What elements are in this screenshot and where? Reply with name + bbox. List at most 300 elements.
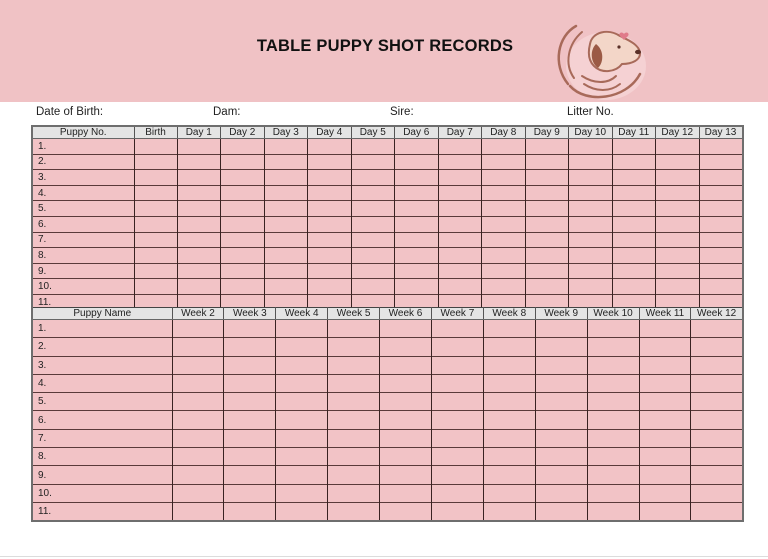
table-row: [32, 201, 743, 217]
entry-cell[interactable]: [308, 263, 352, 279]
entry-cell[interactable]: [172, 429, 224, 447]
entry-cell[interactable]: [482, 263, 526, 279]
entry-cell[interactable]: [639, 448, 691, 466]
entry-cell[interactable]: [699, 232, 743, 248]
litter-no-label: Litter No.: [567, 106, 614, 118]
entry-cell[interactable]: [221, 139, 265, 155]
entry-cell[interactable]: [328, 356, 380, 374]
entry-cell[interactable]: [264, 185, 308, 201]
column-header: Puppy Name: [32, 308, 172, 320]
entry-cell[interactable]: [639, 502, 691, 521]
entry-cell[interactable]: [308, 185, 352, 201]
entry-cell[interactable]: [691, 448, 743, 466]
entry-cell[interactable]: [699, 216, 743, 232]
entry-cell[interactable]: [483, 393, 535, 411]
entry-cell[interactable]: [351, 139, 395, 155]
entry-cell[interactable]: [134, 279, 177, 295]
entry-cell[interactable]: [431, 466, 483, 484]
entry-cell[interactable]: [612, 263, 656, 279]
entry-cell[interactable]: [525, 139, 569, 155]
entry-cell[interactable]: [172, 393, 224, 411]
entry-cell[interactable]: [172, 356, 224, 374]
entry-cell[interactable]: [535, 374, 587, 392]
entry-cell[interactable]: [612, 170, 656, 186]
entry-cell[interactable]: [308, 248, 352, 264]
entry-cell[interactable]: [380, 484, 432, 502]
entry-cell[interactable]: [380, 320, 432, 338]
entry-cell[interactable]: [535, 356, 587, 374]
entry-cell[interactable]: [328, 484, 380, 502]
entry-cell[interactable]: [482, 201, 526, 217]
entry-cell[interactable]: [587, 429, 639, 447]
entry-cell[interactable]: [177, 216, 221, 232]
entry-cell[interactable]: [691, 429, 743, 447]
entry-cell[interactable]: [535, 393, 587, 411]
entry-cell[interactable]: [328, 429, 380, 447]
entry-cell[interactable]: [656, 139, 700, 155]
entry-cell[interactable]: [639, 411, 691, 429]
entry-cell[interactable]: [172, 338, 224, 356]
column-header: Week 4: [276, 308, 328, 320]
entry-cell[interactable]: [587, 320, 639, 338]
entry-cell[interactable]: [691, 338, 743, 356]
entry-cell[interactable]: [639, 393, 691, 411]
entry-cell[interactable]: [639, 429, 691, 447]
entry-cell[interactable]: [483, 448, 535, 466]
entry-cell[interactable]: [224, 320, 276, 338]
entry-cell[interactable]: [656, 185, 700, 201]
entry-cell[interactable]: [691, 393, 743, 411]
entry-cell[interactable]: [224, 466, 276, 484]
entry-cell[interactable]: [612, 279, 656, 295]
entry-cell[interactable]: [221, 201, 265, 217]
entry-cell[interactable]: [134, 139, 177, 155]
entry-cell[interactable]: [431, 356, 483, 374]
entry-cell[interactable]: [172, 484, 224, 502]
entry-cell[interactable]: [134, 185, 177, 201]
entry-cell[interactable]: [172, 320, 224, 338]
entry-cell[interactable]: [431, 502, 483, 521]
entry-cell[interactable]: [177, 139, 221, 155]
entry-cell[interactable]: [587, 448, 639, 466]
column-header: Week 9: [535, 308, 587, 320]
column-header: Day 12: [656, 126, 700, 139]
entry-cell[interactable]: [224, 356, 276, 374]
entry-cell[interactable]: [569, 201, 613, 217]
entry-cell[interactable]: [535, 320, 587, 338]
entry-cell[interactable]: [438, 216, 482, 232]
entry-cell[interactable]: [264, 139, 308, 155]
entry-cell[interactable]: [482, 170, 526, 186]
entry-cell[interactable]: [380, 374, 432, 392]
entry-cell[interactable]: [535, 502, 587, 521]
entry-cell[interactable]: [691, 411, 743, 429]
entry-cell[interactable]: [276, 356, 328, 374]
entry-cell[interactable]: [276, 338, 328, 356]
entry-cell[interactable]: [264, 201, 308, 217]
entry-cell[interactable]: [699, 248, 743, 264]
table-row: [32, 216, 743, 232]
entry-cell[interactable]: [380, 411, 432, 429]
entry-cell[interactable]: [177, 279, 221, 295]
column-header: Day 11: [612, 126, 656, 139]
entry-cell[interactable]: [699, 201, 743, 217]
entry-cell[interactable]: [308, 154, 352, 170]
entry-cell[interactable]: [691, 466, 743, 484]
row-label: 10.: [32, 484, 172, 502]
column-header: Puppy No.: [32, 126, 134, 139]
entry-cell[interactable]: [438, 232, 482, 248]
entry-cell[interactable]: [380, 448, 432, 466]
entry-cell[interactable]: [569, 170, 613, 186]
entry-cell[interactable]: [328, 374, 380, 392]
entry-cell[interactable]: [431, 484, 483, 502]
entry-cell[interactable]: [587, 484, 639, 502]
entry-cell[interactable]: [351, 263, 395, 279]
row-label: 4.: [32, 185, 134, 201]
entry-cell[interactable]: [395, 263, 439, 279]
entry-cell[interactable]: [612, 248, 656, 264]
entry-cell[interactable]: [276, 484, 328, 502]
entry-cell[interactable]: [639, 484, 691, 502]
entry-cell[interactable]: [656, 248, 700, 264]
entry-cell[interactable]: [482, 248, 526, 264]
entry-cell[interactable]: [328, 411, 380, 429]
entry-cell[interactable]: [691, 320, 743, 338]
page-title: TABLE PUPPY SHOT RECORDS: [256, 37, 514, 55]
entry-cell[interactable]: [438, 201, 482, 217]
entry-cell[interactable]: [221, 263, 265, 279]
table-row: [32, 411, 743, 429]
entry-cell[interactable]: [482, 279, 526, 295]
row-label: 5.: [32, 393, 172, 411]
entry-cell[interactable]: [264, 216, 308, 232]
entry-cell[interactable]: [395, 201, 439, 217]
entry-cell[interactable]: [535, 448, 587, 466]
entry-cell[interactable]: [525, 216, 569, 232]
entry-cell[interactable]: [699, 170, 743, 186]
row-label: 1.: [32, 139, 134, 155]
entry-cell[interactable]: [276, 466, 328, 484]
column-header: Day 6: [395, 126, 439, 139]
entry-cell[interactable]: [380, 338, 432, 356]
entry-cell[interactable]: [535, 484, 587, 502]
entry-cell[interactable]: [482, 154, 526, 170]
column-header: Week 5: [328, 308, 380, 320]
entry-cell[interactable]: [535, 429, 587, 447]
entry-cell[interactable]: [569, 263, 613, 279]
entry-cell[interactable]: [431, 393, 483, 411]
entry-cell[interactable]: [525, 185, 569, 201]
entry-cell[interactable]: [612, 185, 656, 201]
entry-cell[interactable]: [276, 448, 328, 466]
entry-cell[interactable]: [525, 154, 569, 170]
entry-cell[interactable]: [587, 466, 639, 484]
entry-cell[interactable]: [177, 185, 221, 201]
entry-cell[interactable]: [569, 279, 613, 295]
table-row: [32, 170, 743, 186]
entry-cell[interactable]: [639, 466, 691, 484]
entry-cell[interactable]: [177, 154, 221, 170]
table-row: [32, 139, 743, 155]
entry-cell[interactable]: [276, 502, 328, 521]
entry-cell[interactable]: [656, 201, 700, 217]
entry-cell[interactable]: [177, 170, 221, 186]
entry-cell[interactable]: [656, 216, 700, 232]
table-row: [32, 248, 743, 264]
entry-cell[interactable]: [264, 279, 308, 295]
entry-cell[interactable]: [134, 263, 177, 279]
entry-cell[interactable]: [656, 170, 700, 186]
entry-cell[interactable]: [134, 154, 177, 170]
entry-cell[interactable]: [431, 411, 483, 429]
entry-cell[interactable]: [699, 154, 743, 170]
entry-cell[interactable]: [308, 216, 352, 232]
entry-cell[interactable]: [224, 393, 276, 411]
entry-cell[interactable]: [525, 232, 569, 248]
entry-cell[interactable]: [264, 232, 308, 248]
table-row: [32, 429, 743, 447]
entry-cell[interactable]: [569, 232, 613, 248]
entry-cell[interactable]: [328, 502, 380, 521]
entry-cell[interactable]: [587, 393, 639, 411]
entry-cell[interactable]: [221, 279, 265, 295]
entry-cell[interactable]: [569, 154, 613, 170]
entry-cell[interactable]: [438, 279, 482, 295]
entry-cell[interactable]: [395, 185, 439, 201]
entry-cell[interactable]: [587, 411, 639, 429]
entry-cell[interactable]: [172, 466, 224, 484]
entry-cell[interactable]: [221, 248, 265, 264]
entry-cell[interactable]: [224, 374, 276, 392]
entry-cell[interactable]: [612, 201, 656, 217]
entry-cell[interactable]: [134, 248, 177, 264]
entry-cell[interactable]: [525, 248, 569, 264]
entry-cell[interactable]: [483, 411, 535, 429]
entry-cell[interactable]: [483, 466, 535, 484]
entry-cell[interactable]: [395, 139, 439, 155]
entry-cell[interactable]: [691, 356, 743, 374]
entry-cell[interactable]: [438, 248, 482, 264]
entry-cell[interactable]: [482, 185, 526, 201]
entry-cell[interactable]: [380, 429, 432, 447]
column-header: Day 8: [482, 126, 526, 139]
entry-cell[interactable]: [351, 185, 395, 201]
entry-cell[interactable]: [172, 374, 224, 392]
entry-cell[interactable]: [569, 216, 613, 232]
entry-cell[interactable]: [639, 374, 691, 392]
entry-cell[interactable]: [587, 374, 639, 392]
column-header: Week 11: [639, 308, 691, 320]
entry-cell[interactable]: [438, 185, 482, 201]
entry-cell[interactable]: [328, 466, 380, 484]
entry-cell[interactable]: [221, 170, 265, 186]
table-row: [32, 466, 743, 484]
table-row: [32, 232, 743, 248]
entry-cell[interactable]: [221, 185, 265, 201]
entry-cell[interactable]: [308, 139, 352, 155]
entry-cell[interactable]: [395, 232, 439, 248]
entry-cell[interactable]: [395, 170, 439, 186]
row-label: 7.: [32, 429, 172, 447]
entry-cell[interactable]: [483, 374, 535, 392]
entry-cell[interactable]: [395, 279, 439, 295]
entry-cell[interactable]: [691, 484, 743, 502]
entry-cell[interactable]: [431, 320, 483, 338]
entry-cell[interactable]: [431, 374, 483, 392]
entry-cell[interactable]: [172, 411, 224, 429]
column-header: Birth: [134, 126, 177, 139]
entry-cell[interactable]: [134, 201, 177, 217]
entry-cell[interactable]: [482, 139, 526, 155]
entry-cell[interactable]: [656, 279, 700, 295]
entry-cell[interactable]: [308, 279, 352, 295]
entry-cell[interactable]: [395, 248, 439, 264]
entry-cell[interactable]: [224, 502, 276, 521]
entry-cell[interactable]: [699, 263, 743, 279]
page-bottom-divider: [0, 556, 768, 557]
entry-cell[interactable]: [264, 248, 308, 264]
row-label: 9.: [32, 263, 134, 279]
entry-cell[interactable]: [656, 154, 700, 170]
entry-cell[interactable]: [699, 279, 743, 295]
column-header: Day 5: [351, 126, 395, 139]
entry-cell[interactable]: [395, 154, 439, 170]
entry-cell[interactable]: [569, 139, 613, 155]
entry-cell[interactable]: [438, 263, 482, 279]
entry-cell[interactable]: [308, 232, 352, 248]
entry-cell[interactable]: [483, 356, 535, 374]
row-label: 8.: [32, 248, 134, 264]
entry-cell[interactable]: [535, 466, 587, 484]
entry-cell[interactable]: [380, 356, 432, 374]
entry-cell[interactable]: [380, 502, 432, 521]
entry-cell[interactable]: [639, 338, 691, 356]
entry-cell[interactable]: [328, 448, 380, 466]
entry-cell[interactable]: [177, 201, 221, 217]
table-row: [32, 320, 743, 338]
entry-cell[interactable]: [224, 338, 276, 356]
entry-cell[interactable]: [483, 338, 535, 356]
entry-cell[interactable]: [587, 338, 639, 356]
entry-cell[interactable]: [276, 374, 328, 392]
entry-cell[interactable]: [221, 232, 265, 248]
entry-cell[interactable]: [380, 393, 432, 411]
column-header: Day 3: [264, 126, 308, 139]
entry-cell[interactable]: [351, 279, 395, 295]
entry-cell[interactable]: [438, 154, 482, 170]
entry-cell[interactable]: [639, 320, 691, 338]
entry-cell[interactable]: [691, 502, 743, 521]
entry-cell[interactable]: [351, 216, 395, 232]
entry-cell[interactable]: [525, 170, 569, 186]
entry-cell[interactable]: [351, 248, 395, 264]
entry-cell[interactable]: [431, 429, 483, 447]
entry-cell[interactable]: [535, 411, 587, 429]
entry-cell[interactable]: [177, 232, 221, 248]
entry-cell[interactable]: [431, 448, 483, 466]
entry-cell[interactable]: [221, 216, 265, 232]
entry-cell[interactable]: [612, 232, 656, 248]
entry-cell[interactable]: [699, 139, 743, 155]
entry-cell[interactable]: [351, 232, 395, 248]
entry-cell[interactable]: [535, 338, 587, 356]
entry-cell[interactable]: [699, 185, 743, 201]
entry-cell[interactable]: [177, 248, 221, 264]
entry-cell[interactable]: [224, 411, 276, 429]
entry-cell[interactable]: [380, 466, 432, 484]
entry-cell[interactable]: [656, 232, 700, 248]
entry-cell[interactable]: [483, 484, 535, 502]
entry-cell[interactable]: [431, 338, 483, 356]
entry-cell[interactable]: [438, 170, 482, 186]
entry-cell[interactable]: [308, 170, 352, 186]
daily-table-header: [32, 126, 743, 139]
entry-cell[interactable]: [612, 139, 656, 155]
entry-cell[interactable]: [639, 356, 691, 374]
entry-cell[interactable]: [482, 232, 526, 248]
entry-cell[interactable]: [482, 216, 526, 232]
entry-cell[interactable]: [483, 320, 535, 338]
entry-cell[interactable]: [134, 232, 177, 248]
entry-cell[interactable]: [224, 484, 276, 502]
entry-cell[interactable]: [612, 154, 656, 170]
entry-cell[interactable]: [525, 201, 569, 217]
entry-cell[interactable]: [351, 201, 395, 217]
row-label: 10.: [32, 279, 134, 295]
column-header: Day 10: [569, 126, 613, 139]
entry-cell[interactable]: [172, 448, 224, 466]
entry-cell[interactable]: [264, 154, 308, 170]
entry-cell[interactable]: [224, 448, 276, 466]
entry-cell[interactable]: [395, 216, 439, 232]
entry-cell[interactable]: [569, 185, 613, 201]
entry-cell[interactable]: [569, 248, 613, 264]
entry-cell[interactable]: [328, 393, 380, 411]
entry-cell[interactable]: [351, 154, 395, 170]
entry-cell[interactable]: [587, 502, 639, 521]
page-header: [0, 0, 768, 102]
entry-cell[interactable]: [264, 263, 308, 279]
entry-cell[interactable]: [308, 201, 352, 217]
entry-cell[interactable]: [525, 279, 569, 295]
entry-cell[interactable]: [328, 338, 380, 356]
entry-cell[interactable]: [224, 429, 276, 447]
entry-cell[interactable]: [276, 320, 328, 338]
entry-cell[interactable]: [351, 170, 395, 186]
entry-cell[interactable]: [587, 356, 639, 374]
entry-cell[interactable]: [177, 263, 221, 279]
entry-cell[interactable]: [221, 154, 265, 170]
entry-cell[interactable]: [276, 393, 328, 411]
entry-cell[interactable]: [438, 139, 482, 155]
entry-cell[interactable]: [656, 263, 700, 279]
entry-cell[interactable]: [691, 374, 743, 392]
entry-cell[interactable]: [328, 320, 380, 338]
table-row: [32, 393, 743, 411]
date-of-birth-label: Date of Birth:: [36, 106, 104, 118]
entry-cell[interactable]: [276, 429, 328, 447]
entry-cell[interactable]: [483, 502, 535, 521]
entry-cell[interactable]: [134, 170, 177, 186]
entry-cell[interactable]: [264, 170, 308, 186]
entry-cell[interactable]: [276, 411, 328, 429]
entry-cell[interactable]: [134, 216, 177, 232]
entry-cell[interactable]: [483, 429, 535, 447]
entry-cell[interactable]: [612, 216, 656, 232]
entry-cell[interactable]: [525, 263, 569, 279]
entry-cell[interactable]: [172, 502, 224, 521]
